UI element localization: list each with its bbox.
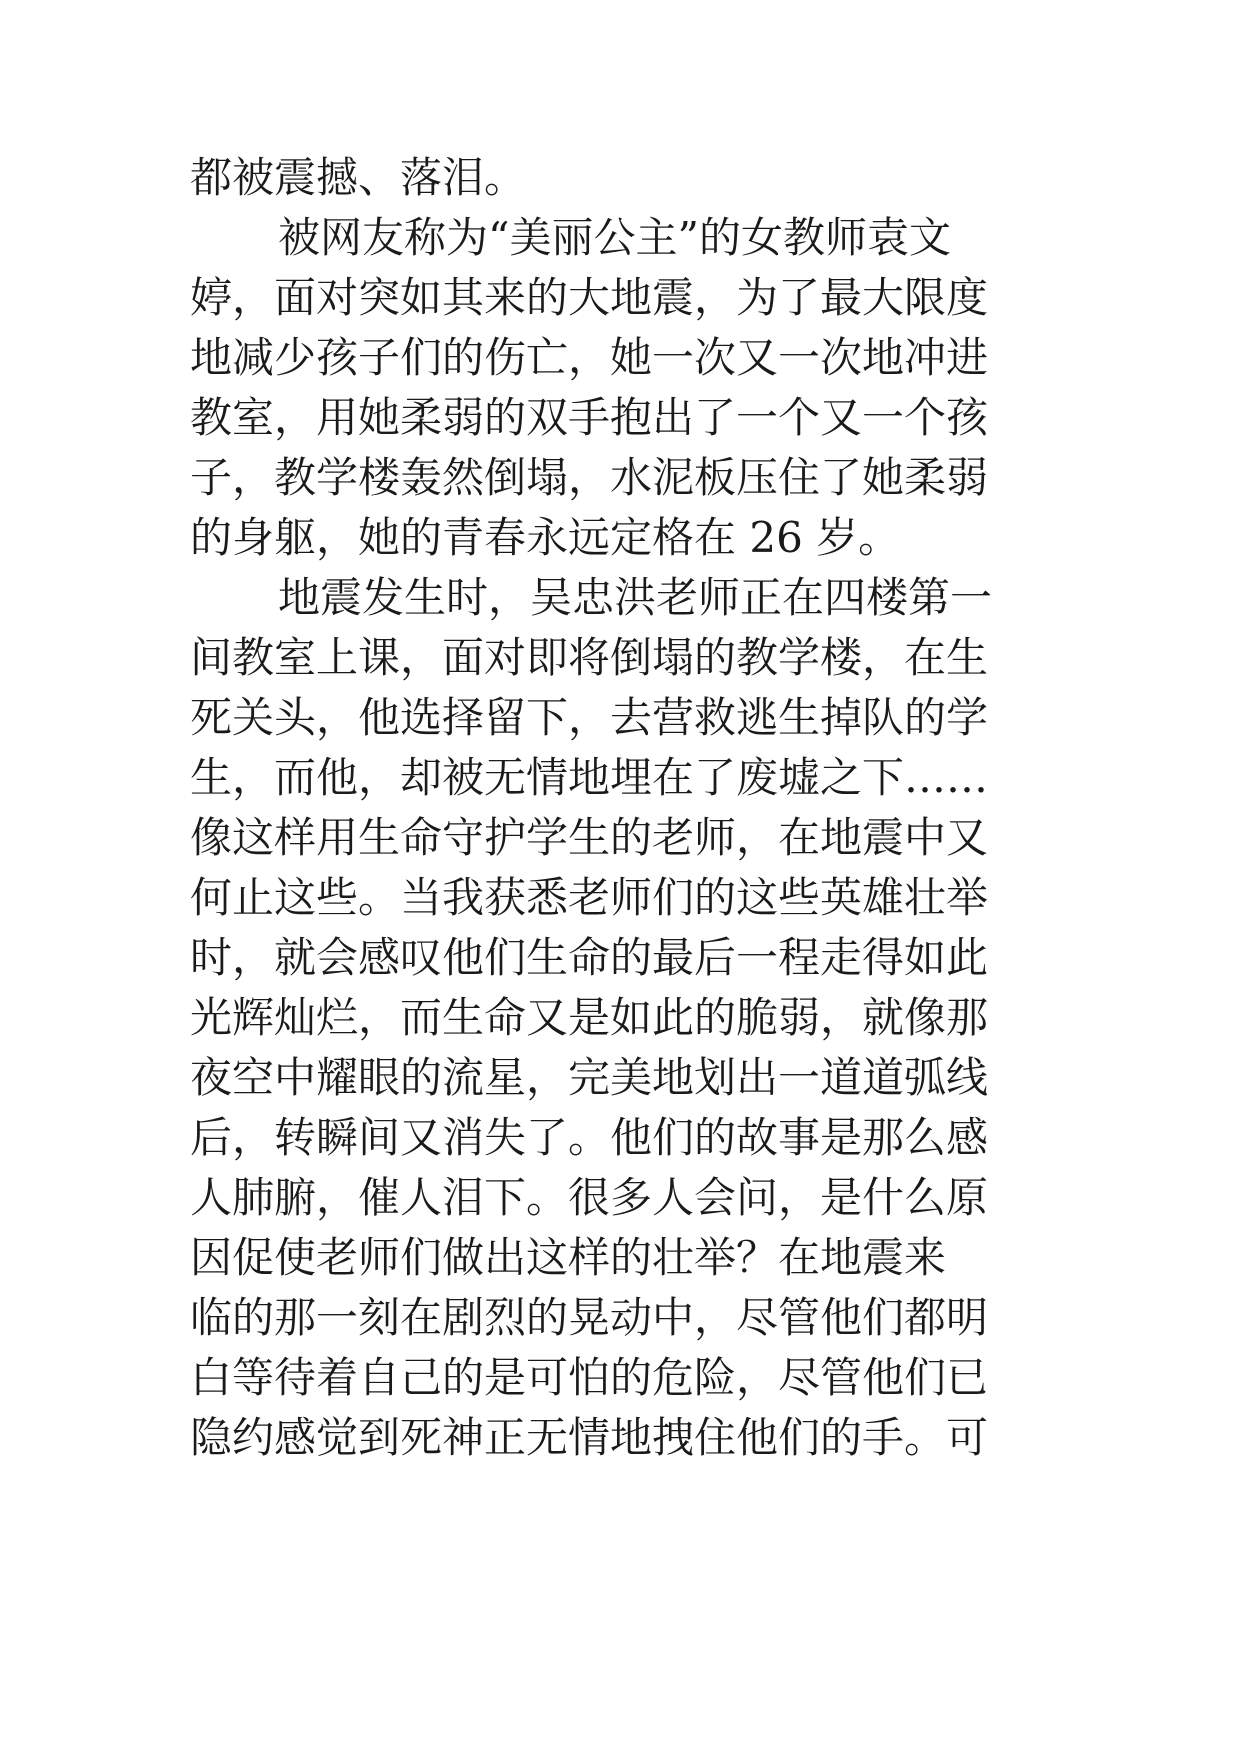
text-line: 时，就会感叹他们生命的最后一程走得如此: [190, 933, 989, 982]
paragraph-start-line: 被网友称为“美丽公主”的女教师袁文: [278, 213, 951, 262]
text-line: 的身躯，她的青春永远定格在 26 岁。: [190, 513, 901, 562]
text-line: 地减少孩子们的伤亡，她一次又一次地冲进: [190, 333, 989, 382]
text-line: 何止这些。当我获悉老师们的这些英雄壮举: [190, 873, 989, 922]
text-line: 人肺腑，催人泪下。很多人会问，是什么原: [190, 1173, 989, 1222]
text-line: 像这样用生命守护学生的老师，在地震中又: [190, 813, 989, 862]
text-line: 后，转瞬间又消失了。他们的故事是那么感: [190, 1113, 989, 1162]
text-line: 临的那一刻在剧烈的晃动中，尽管他们都明: [190, 1293, 989, 1342]
paragraph-start-line: 地震发生时，吴忠洪老师正在四楼第一: [278, 573, 993, 622]
text-line: 因促使老师们做出这样的壮举？在地震来: [190, 1233, 947, 1282]
text-line: 生，而他，却被无情地埋在了废墟之下……: [190, 753, 989, 802]
text-line: 隐约感觉到死神正无情地拽住他们的手。可: [190, 1413, 989, 1462]
body-text: [190, 148, 1070, 1468]
text-line: 婷，面对突如其来的大地震，为了最大限度: [190, 273, 989, 322]
text-line: 都被震撼、落泪。: [190, 153, 527, 202]
text-line: 死关头，他选择留下，去营救逃生掉队的学: [190, 693, 989, 742]
text-line: 教室，用她柔弱的双手抱出了一个又一个孩: [190, 393, 989, 442]
text-line: 子，教学楼轰然倒塌，水泥板压住了她柔弱: [190, 453, 989, 502]
text-line: 光辉灿烂，而生命又是如此的脆弱，就像那: [190, 993, 989, 1042]
text-line: 间教室上课，面对即将倒塌的教学楼，在生: [190, 633, 989, 682]
text-line: 夜空中耀眼的流星，完美地划出一道道弧线: [190, 1053, 989, 1102]
text-line: 白等待着自己的是可怕的危险，尽管他们已: [190, 1353, 989, 1402]
